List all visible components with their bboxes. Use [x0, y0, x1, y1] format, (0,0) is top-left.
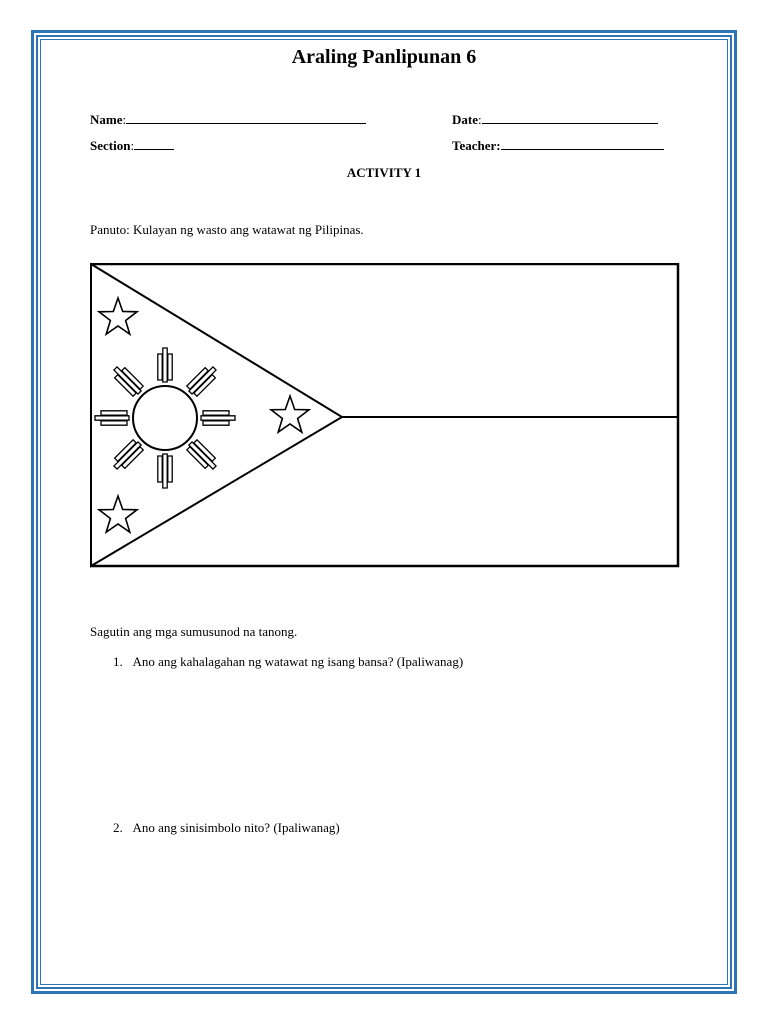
name-blank[interactable]: [126, 112, 366, 124]
sun-ray: [163, 454, 167, 488]
question-2: [113, 820, 340, 836]
sun-ray: [101, 421, 127, 425]
section-field[interactable]: Section:: [90, 138, 174, 154]
section-label: Section: [90, 138, 131, 153]
sun-ray: [201, 416, 235, 420]
sun-ray: [203, 411, 229, 415]
date-blank[interactable]: [482, 112, 658, 124]
section-blank[interactable]: [134, 138, 174, 150]
question-1: [113, 654, 463, 670]
questions-intro: Sagutin ang mga sumusunod na tanong.: [90, 624, 298, 639]
teacher-field[interactable]: [452, 138, 664, 154]
sun-ray: [101, 411, 127, 415]
sun-ray: [95, 416, 129, 420]
teacher-blank[interactable]: [501, 138, 664, 150]
date-label: Date: [452, 112, 478, 127]
activity-heading: ACTIVITY 1: [346, 165, 422, 180]
question-text: Ano ang sinisimbolo nito? (Ipaliwanag): [132, 820, 340, 835]
sun-icon: [133, 386, 197, 450]
sun-ray: [168, 456, 172, 482]
question-text: Ano ang kahalagahan ng watawat ng isang bansa? (Ipaliwanag): [132, 654, 464, 669]
teacher-label: Teacher:: [452, 138, 501, 153]
question-number: 2.: [113, 820, 123, 835]
sun-ray: [163, 348, 167, 382]
sun-ray: [168, 354, 172, 380]
question-number: 1.: [113, 654, 123, 669]
sun-ray: [203, 421, 229, 425]
sun-ray: [158, 456, 162, 482]
philippine-flag-outline[interactable]: [90, 263, 680, 569]
worksheet-title: Araling Panlipunan 6: [291, 46, 477, 68]
date-field[interactable]: Date:: [452, 112, 658, 128]
name-field[interactable]: Name:: [90, 112, 366, 128]
name-label: Name: [90, 112, 123, 127]
instruction-text: Panuto: Kulayan ng wasto ang watawat ng Pilipinas.: [90, 222, 364, 237]
sun-ray: [158, 354, 162, 380]
